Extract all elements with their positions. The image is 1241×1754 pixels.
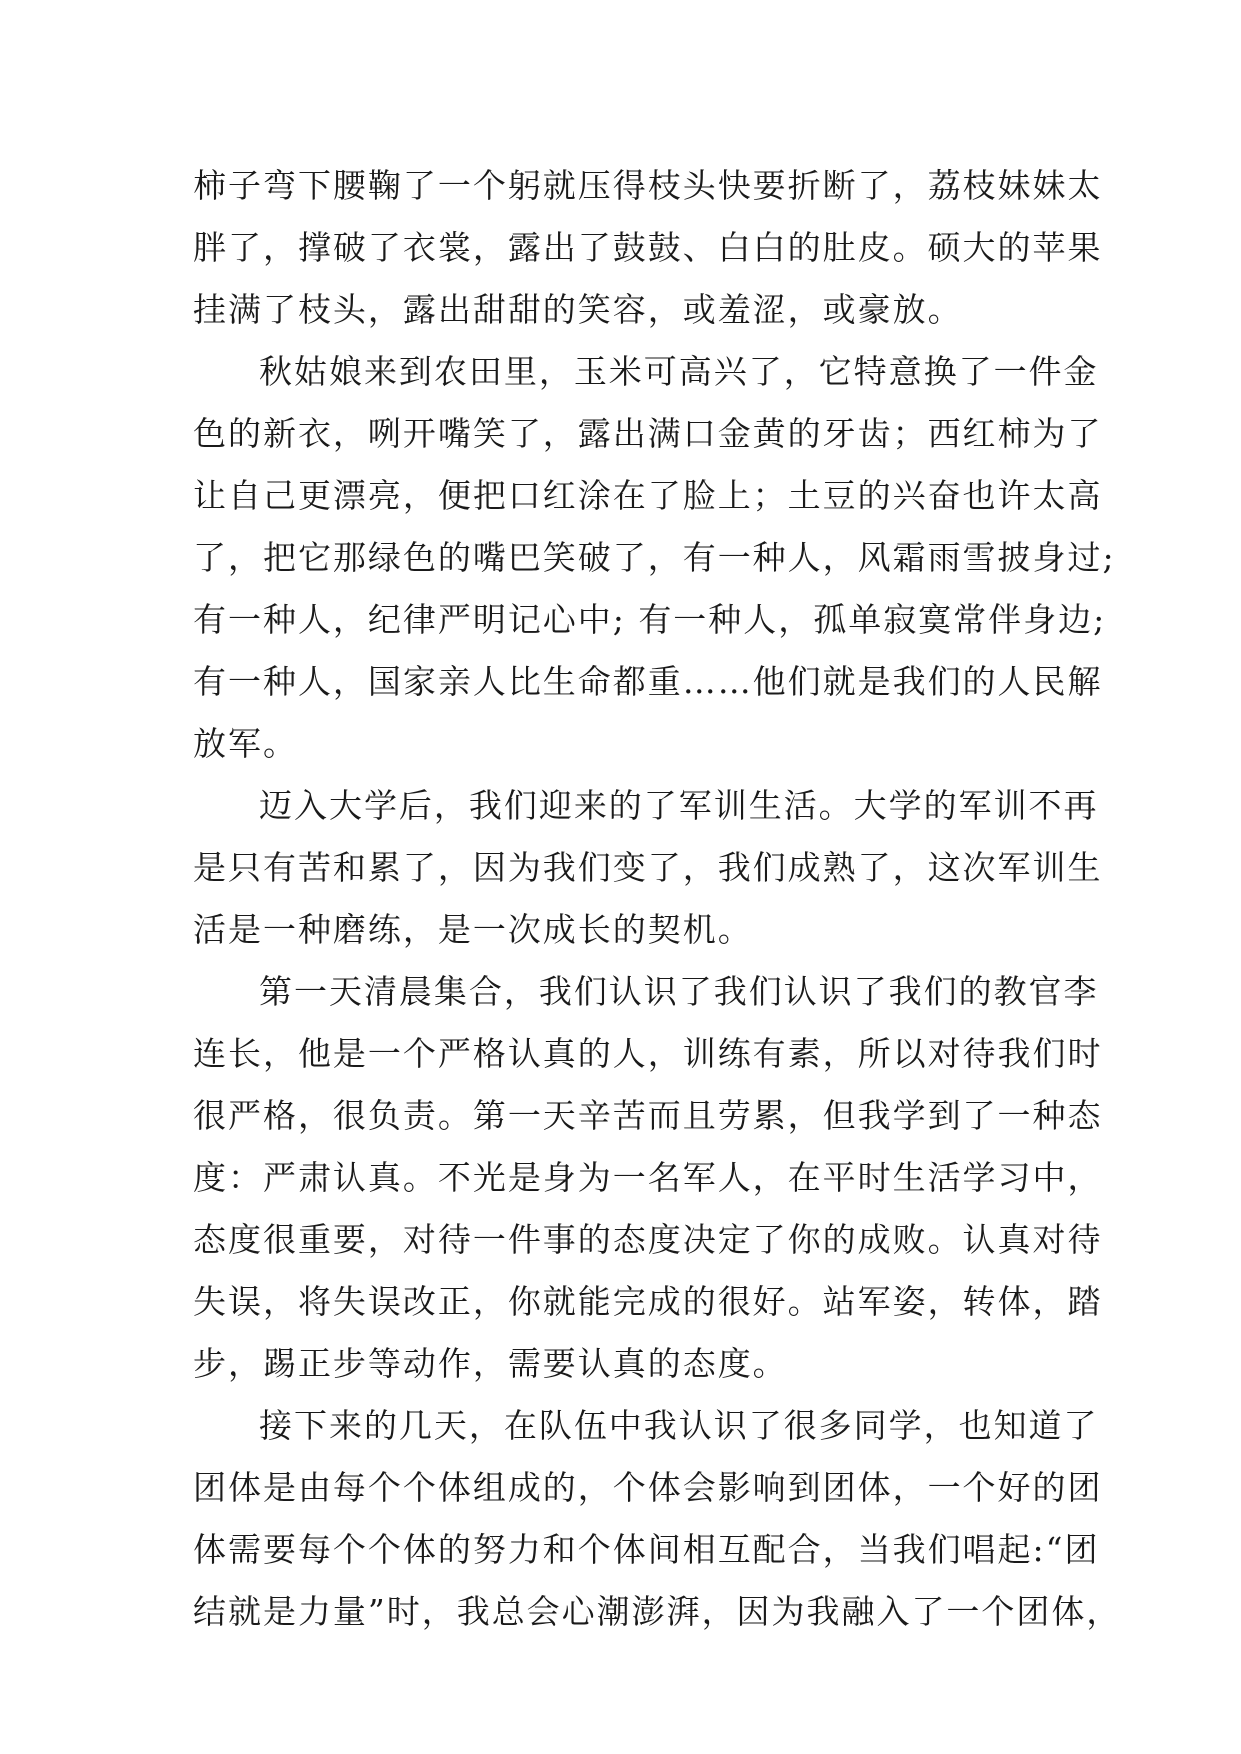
text-line: 度：严肃认真。不光是身为一名军人，在平时生活学习中， <box>193 1158 1103 1197</box>
text-line: 接下来的几天，在队伍中我认识了很多同学，也知道了 <box>259 1406 1099 1445</box>
text-line: 色的新衣，咧开嘴笑了，露出满口金黄的牙齿；西红柿为了 <box>193 414 1103 453</box>
text-line: 团体是由每个个体组成的，个体会影响到团体，一个好的团 <box>193 1468 1103 1507</box>
text-line: 步，踢正步等动作，需要认真的态度。 <box>193 1344 788 1383</box>
text-line: 秋姑娘来到农田里，玉米可高兴了，它特意换了一件金 <box>259 352 1099 391</box>
text-line: 放军。 <box>193 724 298 763</box>
text-line: 是只有苦和累了，因为我们变了，我们成熟了，这次军训生 <box>193 848 1103 887</box>
text-line: 很严格，很负责。第一天辛苦而且劳累，但我学到了一种态 <box>193 1096 1103 1135</box>
text-line: 胖了，撑破了衣裳，露出了鼓鼓、白白的肚皮。硕大的苹果 <box>193 228 1103 267</box>
text-line: 态度很重要，对待一件事的态度决定了你的成败。认真对待 <box>193 1220 1103 1259</box>
text-line: 了，把它那绿色的嘴巴笑破了，有一种人，风霜雨雪披身过; <box>193 538 1116 577</box>
text-line: 结就是力量”时，我总会心潮澎湃，因为我融入了一个团体， <box>193 1592 1122 1631</box>
text-line: 迈入大学后，我们迎来的了军训生活。大学的军训不再 <box>259 786 1099 825</box>
text-line: 失误，将失误改正，你就能完成的很好。站军姿，转体，踏 <box>193 1282 1103 1321</box>
text-line: 连长，他是一个严格认真的人，训练有素，所以对待我们时 <box>193 1034 1103 1073</box>
text-line: 有一种人，纪律严明记心中; 有一种人，孤单寂寞常伴身边; <box>193 600 1107 639</box>
text-line: 体需要每个个体的努力和个体间相互配合，当我们唱起:“团 <box>193 1530 1100 1569</box>
text-line: 第一天清晨集合，我们认识了我们认识了我们的教官李 <box>259 972 1099 1011</box>
text-line: 柿子弯下腰鞠了一个躬就压得枝头快要折断了，荔枝妹妹太 <box>193 166 1103 205</box>
text-line: 让自己更漂亮，便把口红涂在了脸上；土豆的兴奋也许太高 <box>193 476 1103 515</box>
body-text <box>193 155 1122 1643</box>
text-line: 活是一种磨练，是一次成长的契机。 <box>193 910 753 949</box>
text-line: 有一种人，国家亲人比生命都重……他们就是我们的人民解 <box>193 662 1103 701</box>
text-line: 挂满了枝头，露出甜甜的笑容，或羞涩，或豪放。 <box>193 290 963 329</box>
